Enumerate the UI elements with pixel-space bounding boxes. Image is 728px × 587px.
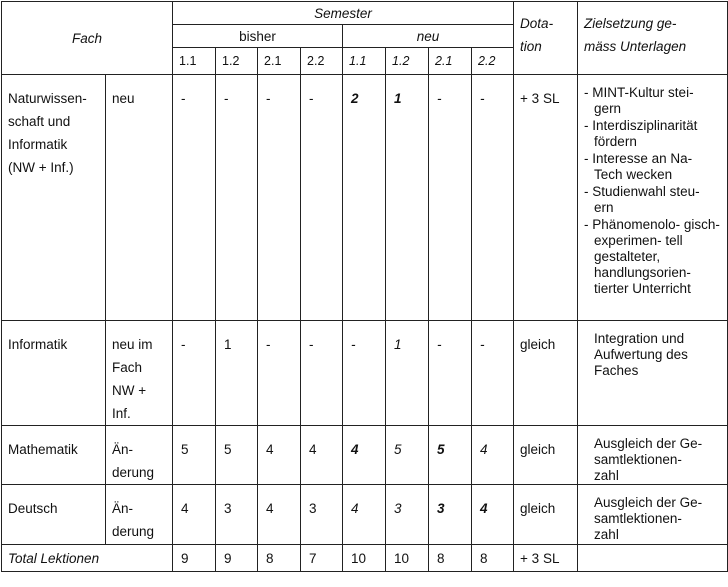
lektionen-table — [1, 1, 728, 572]
value-cell: - — [173, 321, 216, 426]
value-cell: 1 — [386, 75, 429, 321]
zielsetzung-cell — [578, 75, 728, 321]
total-cell: 9 — [216, 545, 258, 572]
ziel-list — [584, 85, 721, 297]
value-cell: 4 — [258, 485, 301, 545]
value-cell: - — [173, 75, 216, 321]
dotation-cell: gleich — [514, 485, 578, 545]
col-neu-1-2: 1.2 — [386, 48, 429, 75]
list-item: - MINT-Kultur stei- gern — [584, 85, 721, 117]
col-bisher-1-1: 1.1 — [173, 48, 216, 75]
header-neu: neu — [343, 25, 514, 48]
value-cell: 1 — [216, 321, 258, 426]
col-neu-2-1: 2.1 — [429, 48, 472, 75]
header-semester: Semester — [173, 2, 514, 25]
total-cell: 8 — [258, 545, 301, 572]
total-ziel-empty — [578, 545, 728, 572]
col-neu-1-1: 1.1 — [343, 48, 386, 75]
zielsetzung-cell: Ausgleich der Ge- samtlektionen- zahl — [578, 426, 728, 485]
value-cell: - — [429, 321, 472, 426]
value-cell: - — [258, 321, 301, 426]
fach-cell: Deutsch — [2, 485, 106, 545]
value-cell: - — [258, 75, 301, 321]
list-item: - Interdisziplinarität fördern — [584, 118, 721, 150]
header-bisher: bisher — [173, 25, 343, 48]
total-cell: 8 — [472, 545, 514, 572]
note-cell: Än- derung — [106, 485, 173, 545]
total-dotation: + 3 SL — [514, 545, 578, 572]
value-cell: - — [301, 75, 343, 321]
value-cell: - — [472, 75, 514, 321]
value-cell: - — [301, 321, 343, 426]
col-bisher-1-2: 1.2 — [216, 48, 258, 75]
value-cell: 4 — [343, 426, 386, 485]
value-cell: 1 — [386, 321, 429, 426]
value-cell: 3 — [386, 485, 429, 545]
value-cell: 4 — [173, 485, 216, 545]
value-cell: - — [216, 75, 258, 321]
fach-cell: Informatik — [2, 321, 106, 426]
dotation-cell: + 3 SL — [514, 75, 578, 321]
table-row — [2, 321, 728, 426]
fach-cell: Naturwissen- schaft und Informatik (NW + Inf.) — [2, 75, 106, 321]
value-cell: 5 — [216, 426, 258, 485]
value-cell: - — [429, 75, 472, 321]
dotation-cell: gleich — [514, 426, 578, 485]
value-cell: 5 — [386, 426, 429, 485]
table-row — [2, 485, 728, 545]
total-cell: 8 — [429, 545, 472, 572]
value-cell: 3 — [301, 485, 343, 545]
table-row — [2, 75, 728, 321]
col-neu-2-2: 2.2 — [472, 48, 514, 75]
value-cell: 3 — [216, 485, 258, 545]
value-cell: 4 — [343, 485, 386, 545]
note-cell: Än- derung — [106, 426, 173, 485]
dotation-cell: gleich — [514, 321, 578, 426]
value-cell: - — [343, 321, 386, 426]
total-cell: 7 — [301, 545, 343, 572]
col-bisher-2-2: 2.2 — [301, 48, 343, 75]
value-cell: 5 — [173, 426, 216, 485]
total-cell: 10 — [386, 545, 429, 572]
header-dotation: Dota- tion — [514, 2, 578, 75]
header-fach: Fach — [2, 2, 173, 75]
list-item: - Phänomenolo- gisch-experimen- tell gestalteter, handlungsorien- tierter Unterricht — [584, 217, 721, 297]
value-cell: 4 — [258, 426, 301, 485]
total-label: Total Lektionen — [2, 545, 173, 572]
zielsetzung-cell: Integration und Aufwertung des Faches — [578, 321, 728, 426]
zielsetzung-cell: Ausgleich der Ge- samtlektionen- zahl — [578, 485, 728, 545]
value-cell: 2 — [343, 75, 386, 321]
note-cell: neu im Fach NW + Inf. — [106, 321, 173, 426]
value-cell: 4 — [472, 485, 514, 545]
value-cell: 4 — [472, 426, 514, 485]
value-cell: 3 — [429, 485, 472, 545]
total-cell: 10 — [343, 545, 386, 572]
header-zielsetzung: Zielsetzung ge- mäss Unterlagen — [578, 2, 728, 75]
value-cell: 4 — [301, 426, 343, 485]
table-row — [2, 426, 728, 485]
col-bisher-2-1: 2.1 — [258, 48, 301, 75]
note-cell: neu — [106, 75, 173, 321]
fach-cell: Mathematik — [2, 426, 106, 485]
total-row — [2, 545, 728, 572]
total-cell: 9 — [173, 545, 216, 572]
list-item: - Studienwahl steu- ern — [584, 184, 721, 216]
value-cell: - — [472, 321, 514, 426]
list-item: - Interesse an Na- Tech wecken — [584, 151, 721, 183]
value-cell: 5 — [429, 426, 472, 485]
